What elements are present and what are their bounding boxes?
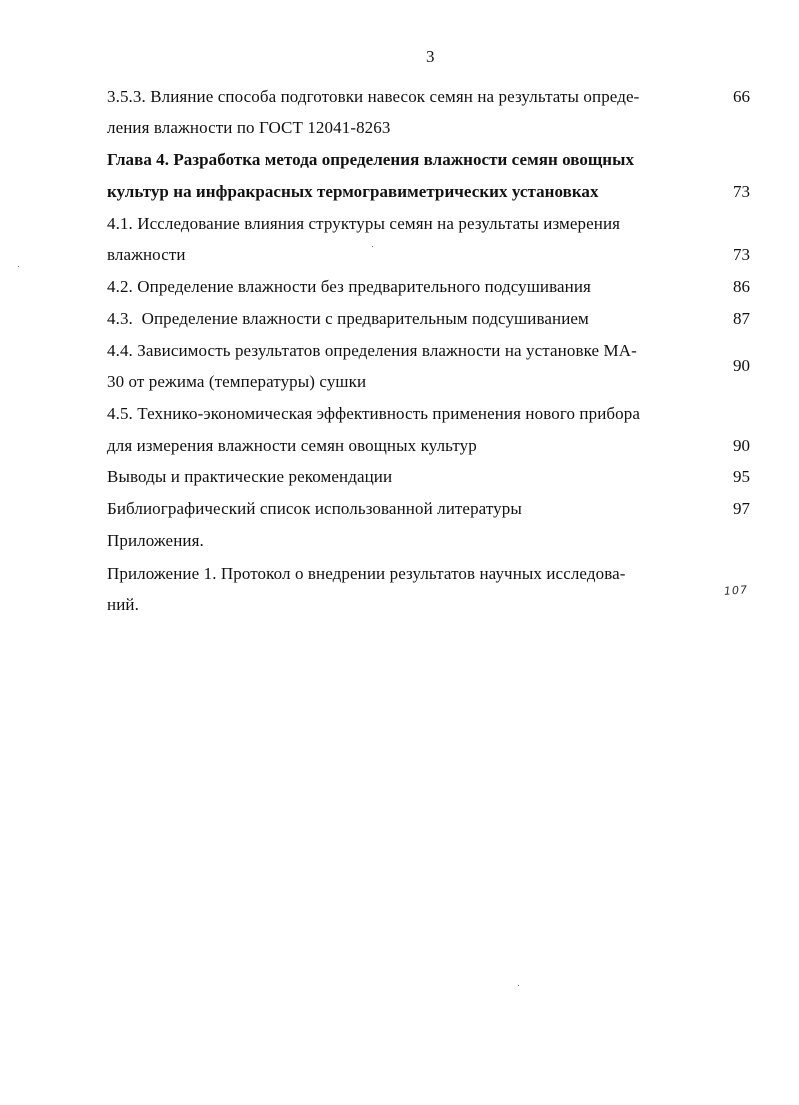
scan-speck bbox=[518, 985, 519, 986]
page-number: 3 bbox=[426, 47, 435, 66]
toc-entry-4-2: 4.2. Определение влажности без предварительного подсушивания bbox=[107, 277, 591, 296]
toc-entry-bibliography-page: 97 bbox=[733, 499, 750, 518]
toc-entry-3-5-3-line-2: ления влажности по ГОСТ 12041-8263 bbox=[107, 118, 391, 137]
toc-entry-appendix-1-line-1: Приложение 1. Протокол о внедрении результатов научных исследова- bbox=[107, 564, 626, 583]
toc-entry-conclusions-page: 95 bbox=[733, 467, 750, 486]
toc-entry-4-5-line-2: для измерения влажности семян овощных культур bbox=[107, 436, 477, 455]
toc-entry-4-5-page: 90 bbox=[733, 436, 750, 455]
toc-entry-4-3: 4.3. Определение влажности с предварительным подсушиванием bbox=[107, 309, 589, 328]
toc-entry-4-2-page: 86 bbox=[733, 277, 750, 296]
scan-speck bbox=[372, 246, 373, 247]
toc-entry-4-1-line-2: влажности bbox=[107, 245, 186, 264]
toc-entry-4-4-page: 90 bbox=[733, 356, 750, 375]
toc-chapter-4-line-2: культур на инфракрасных термогравиметрических установках bbox=[107, 182, 599, 201]
scan-speck bbox=[18, 266, 19, 267]
handwritten-page-number: 107 bbox=[723, 583, 749, 598]
toc-entry-3-5-3-line-1: 3.5.3. Влияние способа подготовки навесок семян на результаты опреде- bbox=[107, 87, 640, 106]
toc-entry-3-5-3-page: 66 bbox=[733, 87, 750, 106]
toc-entry-appendix-1-line-2: ний. bbox=[107, 595, 139, 614]
toc-chapter-4-line-1: Глава 4. Разработка метода определения влажности семян овощных bbox=[107, 150, 635, 169]
toc-entry-4-4-line-2: 30 от режима (температуры) сушки bbox=[107, 372, 367, 391]
toc-entry-4-4-line-1: 4.4. Зависимость результатов определения влажности на установке МА- bbox=[107, 341, 637, 360]
toc-entry-4-1-line-1: 4.1. Исследование влияния структуры семян на результаты измерения bbox=[107, 214, 621, 233]
toc-chapter-4-page: 73 bbox=[733, 182, 750, 201]
toc-entry-4-5-line-1: 4.5. Технико-экономическая эффективность применения нового прибора bbox=[107, 404, 641, 423]
toc-entry-appendices: Приложения. bbox=[107, 531, 204, 550]
toc-entry-4-3-page: 87 bbox=[733, 309, 750, 328]
toc-entry-conclusions: Выводы и практические рекомендации bbox=[107, 467, 393, 486]
toc-entry-4-1-page: 73 bbox=[733, 245, 750, 264]
toc-entry-bibliography: Библиографический список использованной литературы bbox=[107, 499, 522, 518]
